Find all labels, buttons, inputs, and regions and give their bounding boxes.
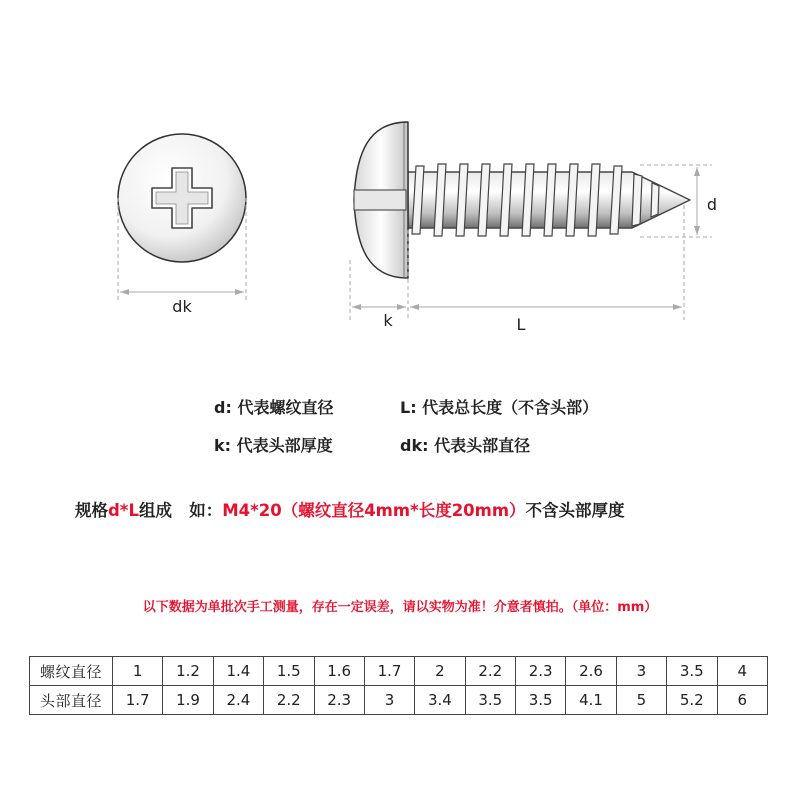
table-cell: 1.7 — [113, 686, 163, 715]
size-table — [29, 656, 768, 715]
spec-example: M4*20（螺纹直径4mm*长度20mm） — [222, 501, 526, 520]
legend-key-L: L: — [400, 398, 417, 417]
dk-label: dk — [172, 297, 192, 316]
row-label: 头部直径 — [30, 686, 113, 715]
measurement-note: 以下数据为单批次手工测量，存在一定误差，请以实物为准！介意者慎拍。（单位：mm） — [142, 600, 658, 615]
table-cell: 2.2 — [465, 657, 515, 686]
legend-L — [400, 395, 598, 418]
table-cell: 3 — [616, 657, 666, 686]
table-cell: 3 — [364, 686, 414, 715]
table-cell: 4.1 — [566, 686, 616, 715]
legend-k — [214, 433, 333, 456]
legend-key-d: d: — [214, 398, 232, 417]
table-cell: 1.2 — [163, 657, 213, 686]
spec-line — [75, 497, 625, 521]
spec-formula: d*L — [108, 501, 139, 520]
table-cell: 3.5 — [667, 657, 717, 686]
screw-side-view — [354, 122, 690, 278]
k-label: k — [383, 311, 393, 330]
table-cell: 1.5 — [264, 657, 314, 686]
table-cell: 1.6 — [314, 657, 364, 686]
screw-diagram — [0, 0, 800, 350]
table-cell: 3.5 — [465, 686, 515, 715]
table-cell: 3.5 — [516, 686, 566, 715]
table-cell: 2.3 — [314, 686, 364, 715]
table-cell: 4 — [717, 657, 768, 686]
table-cell: 1.7 — [364, 657, 414, 686]
table-cell: 1.4 — [213, 657, 263, 686]
legend-text-dk: 代表头部直径 — [434, 436, 531, 455]
table-cell: 2.2 — [264, 686, 314, 715]
legend-text-d: 代表螺纹直径 — [237, 398, 334, 417]
table-cell: 2.6 — [566, 657, 616, 686]
legend-text-L: 代表总长度（不含头部） — [422, 398, 599, 417]
table-cell: 1 — [113, 657, 163, 686]
table-cell: 6 — [717, 686, 768, 715]
table-cell: 1.9 — [163, 686, 213, 715]
spec-suffix: 不含头部厚度 — [525, 501, 625, 520]
table-cell: 5 — [616, 686, 666, 715]
spec-middle: 组成 如： — [138, 501, 223, 520]
L-label: L — [516, 315, 526, 334]
table-cell: 2 — [415, 657, 465, 686]
head-top-view — [118, 134, 246, 262]
d-label: d — [706, 195, 718, 214]
table-row — [30, 657, 768, 686]
row-label: 螺纹直径 — [30, 657, 113, 686]
spec-prefix: 规格 — [75, 501, 108, 520]
legend-key-dk: dk: — [400, 436, 429, 455]
table-cell: 2.4 — [213, 686, 263, 715]
table-row — [30, 686, 768, 715]
legend-d — [214, 395, 333, 418]
legend-dk — [400, 433, 530, 456]
table-cell: 5.2 — [667, 686, 717, 715]
legend-text-k: 代表头部厚度 — [236, 436, 333, 455]
table-cell: 3.4 — [415, 686, 465, 715]
legend-key-k: k: — [214, 436, 232, 455]
table-cell: 2.3 — [516, 657, 566, 686]
